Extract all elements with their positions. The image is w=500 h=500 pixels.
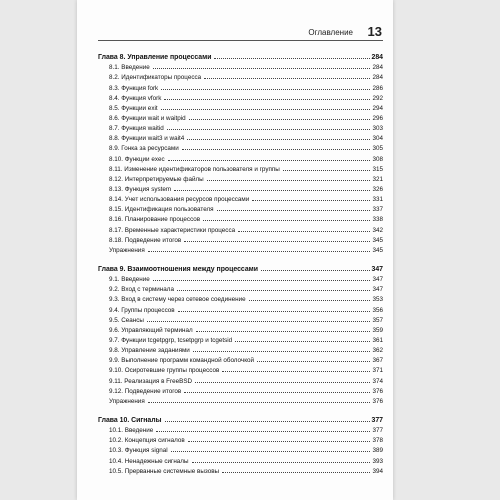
toc-entry-title: 10.5. Прерванные системные вызовы bbox=[109, 467, 220, 475]
toc-entry-title: 9.11. Реализация в FreeBSD bbox=[109, 377, 193, 385]
dot-leader bbox=[153, 280, 371, 281]
toc-section-entry bbox=[98, 444, 383, 454]
toc-section-entry bbox=[98, 203, 383, 213]
toc-entry-title: Глава 9. Взаимоотношения между процессами bbox=[98, 266, 259, 274]
toc-section-entry bbox=[98, 193, 383, 203]
page-number: 13 bbox=[367, 24, 382, 39]
toc-section-entry bbox=[98, 223, 383, 233]
dot-leader bbox=[174, 190, 370, 191]
toc-section-entry bbox=[98, 112, 383, 122]
toc-entry-title: 9.8. Управление заданиями bbox=[109, 347, 190, 355]
toc-entry-page: 377 bbox=[371, 417, 383, 425]
dot-leader bbox=[249, 300, 371, 301]
toc-entry-title: 9.7. Функции tcgetpgrp, tcsetpgrp и tcgetsid bbox=[109, 337, 233, 345]
toc-entry-page: 389 bbox=[372, 447, 383, 455]
toc-entry-page: 394 bbox=[372, 467, 383, 475]
toc-section-entry bbox=[98, 92, 383, 102]
toc-entry-title: 8.9. Гонка за ресурсами bbox=[109, 145, 179, 153]
toc-section-entry bbox=[98, 465, 383, 475]
toc-section-entry bbox=[98, 324, 383, 334]
toc-entry-page: 347 bbox=[372, 286, 383, 294]
toc-entry-title: 8.10. Функции exec bbox=[109, 155, 165, 163]
toc-entry-page: 378 bbox=[372, 437, 383, 445]
toc-section-entry bbox=[98, 81, 383, 91]
toc-section-entry bbox=[98, 244, 383, 254]
toc-entry-page: 326 bbox=[372, 186, 383, 194]
toc-entry-page: 356 bbox=[372, 306, 383, 314]
toc-entry-title: 8.6. Функции wait и waitpid bbox=[109, 115, 186, 123]
toc-entry-title: 9.4. Группы процессов bbox=[109, 306, 175, 314]
toc-entry-page: 359 bbox=[372, 326, 383, 334]
dot-leader bbox=[148, 251, 371, 252]
toc-section-entry bbox=[98, 122, 383, 132]
dot-leader bbox=[177, 290, 371, 291]
dot-leader bbox=[196, 331, 371, 332]
dot-leader bbox=[167, 129, 371, 130]
toc-section-entry bbox=[98, 102, 383, 112]
toc-entry-title: 9.10. Осиротевшие группы процессов bbox=[109, 367, 220, 375]
toc-section-entry bbox=[98, 454, 383, 464]
running-head bbox=[77, 26, 383, 40]
dot-leader bbox=[283, 170, 371, 171]
toc-section-entry bbox=[98, 132, 383, 142]
toc-entry-title: 8.17. Временные характеристики процесса bbox=[109, 226, 236, 234]
toc-entry-page: 377 bbox=[372, 427, 383, 435]
toc-entry-page: 331 bbox=[372, 196, 383, 204]
toc-section-entry bbox=[98, 152, 383, 162]
toc-section-entry bbox=[98, 61, 383, 71]
toc-entry-page: 374 bbox=[372, 377, 383, 385]
dot-leader bbox=[238, 231, 370, 232]
toc-section-entry bbox=[98, 354, 383, 364]
toc-section-entry bbox=[98, 173, 383, 183]
toc-entry-page: 347 bbox=[371, 266, 383, 274]
toc-entry-title: 8.13. Функция system bbox=[109, 186, 172, 194]
toc-entry-page: 305 bbox=[372, 145, 383, 153]
toc-entry-title: 8.4. Функция vfork bbox=[109, 94, 162, 102]
toc-entry-title: 9.12. Подведение итогов bbox=[109, 387, 182, 395]
toc-entry-title: 8.15. Идентификация пользователя bbox=[109, 206, 214, 214]
toc-entry-page: 362 bbox=[372, 347, 383, 355]
toc-entry-page: 292 bbox=[372, 94, 383, 102]
toc-entry-page: 371 bbox=[372, 367, 383, 375]
dot-leader bbox=[252, 200, 370, 201]
toc-section-entry bbox=[98, 385, 383, 395]
toc-entry-title: 10.4. Ненадежные сигналы bbox=[109, 457, 189, 465]
dot-leader bbox=[222, 472, 370, 473]
dot-leader bbox=[203, 220, 370, 221]
toc-entry-page: 376 bbox=[372, 397, 383, 405]
header-rule bbox=[98, 40, 383, 41]
toc-entry-page: 347 bbox=[372, 276, 383, 284]
toc-entry-title: 10.3. Функция signal bbox=[109, 447, 168, 455]
toc-section-entry bbox=[98, 71, 383, 81]
dot-leader bbox=[189, 119, 371, 120]
dot-leader bbox=[182, 149, 371, 150]
dot-leader bbox=[188, 441, 371, 442]
dot-leader bbox=[164, 99, 370, 100]
toc-entry-page: 376 bbox=[372, 387, 383, 395]
toc-section-entry bbox=[98, 434, 383, 444]
toc-section-entry bbox=[98, 183, 383, 193]
toc-section-entry bbox=[98, 374, 383, 384]
toc-section-entry bbox=[98, 283, 383, 293]
dot-leader bbox=[207, 180, 371, 181]
toc-entry-title: Глава 8. Управление процессами bbox=[98, 54, 212, 62]
toc-entry-title: 8.8. Функции wait3 и wait4 bbox=[109, 135, 185, 143]
dot-leader bbox=[171, 451, 371, 452]
toc-entry-page: 393 bbox=[372, 457, 383, 465]
table-of-contents bbox=[98, 50, 383, 475]
toc-entry-title: 9.5. Сеансы bbox=[109, 316, 144, 324]
toc-entry-title: 10.1. Введение bbox=[109, 427, 154, 435]
toc-entry-title: 8.2. Идентификаторы процесса bbox=[109, 74, 202, 82]
dot-leader bbox=[235, 341, 370, 342]
toc-section-entry bbox=[98, 344, 383, 354]
dot-leader bbox=[214, 58, 369, 59]
toc-entry-page: 321 bbox=[372, 175, 383, 183]
toc-entry-page: 303 bbox=[372, 125, 383, 133]
toc-entry-title: Упражнения bbox=[109, 246, 145, 254]
dot-leader bbox=[148, 402, 371, 403]
toc-entry-title: 9.2. Вход с терминала bbox=[109, 286, 174, 294]
dot-leader bbox=[195, 382, 370, 383]
toc-entry-page: 284 bbox=[372, 64, 383, 72]
toc-section-entry bbox=[98, 303, 383, 313]
toc-section-entry bbox=[98, 234, 383, 244]
toc-entry-title: 9.6. Управляющий терминал bbox=[109, 326, 193, 334]
running-head-label: Оглавление bbox=[308, 28, 353, 37]
toc-entry-page: 308 bbox=[372, 155, 383, 163]
dot-leader bbox=[156, 431, 370, 432]
dot-leader bbox=[222, 371, 370, 372]
toc-section-entry bbox=[98, 424, 383, 434]
toc-entry-page: 338 bbox=[372, 216, 383, 224]
toc-entry-page: 294 bbox=[372, 104, 383, 112]
toc-entry-page: 353 bbox=[372, 296, 383, 304]
toc-entry-title: 10.2. Концепция сигналов bbox=[109, 437, 185, 445]
dot-leader bbox=[192, 462, 371, 463]
toc-entry-title: 8.3. Функция fork bbox=[109, 84, 159, 92]
dot-leader bbox=[178, 311, 371, 312]
dot-leader bbox=[261, 270, 369, 271]
toc-section-entry bbox=[98, 364, 383, 374]
toc-entry-page: 284 bbox=[372, 74, 383, 82]
toc-section-entry bbox=[98, 314, 383, 324]
toc-entry-page: 284 bbox=[371, 54, 383, 62]
toc-section-entry bbox=[98, 163, 383, 173]
toc-entry-page: 315 bbox=[372, 165, 383, 173]
toc-entry-title: 9.3. Вход в систему через сетевое соединение bbox=[109, 296, 246, 304]
toc-entry-page: 345 bbox=[372, 246, 383, 254]
dot-leader bbox=[147, 321, 371, 322]
dot-leader bbox=[168, 160, 371, 161]
toc-entry-page: 286 bbox=[372, 84, 383, 92]
toc-entry-page: 342 bbox=[372, 226, 383, 234]
dot-leader bbox=[184, 241, 370, 242]
dot-leader bbox=[204, 78, 370, 79]
toc-chapter-entry bbox=[98, 413, 383, 424]
toc-section-entry bbox=[98, 395, 383, 405]
toc-entry-page: 296 bbox=[372, 115, 383, 123]
toc-chapter-entry bbox=[98, 262, 383, 273]
toc-section-entry bbox=[98, 273, 383, 283]
toc-chapter-entry bbox=[98, 50, 383, 61]
dot-leader bbox=[161, 109, 371, 110]
toc-entry-title: 8.11. Изменение идентификаторов пользователя и группы bbox=[109, 165, 280, 173]
toc-entry-title: 8.18. Подведение итогов bbox=[109, 236, 182, 244]
toc-section-entry bbox=[98, 334, 383, 344]
toc-entry-title: 8.1. Введение bbox=[109, 64, 150, 72]
dot-leader bbox=[257, 361, 370, 362]
dot-leader bbox=[184, 392, 370, 393]
toc-entry-title: Глава 10. Сигналы bbox=[98, 417, 162, 425]
toc-entry-page: 367 bbox=[372, 357, 383, 365]
book-page bbox=[77, 0, 393, 500]
toc-section-entry bbox=[98, 142, 383, 152]
toc-section-entry bbox=[98, 213, 383, 223]
toc-entry-title: 9.9. Выполнение программ командной оболочкой bbox=[109, 357, 255, 365]
toc-entry-page: 361 bbox=[372, 337, 383, 345]
toc-entry-page: 304 bbox=[372, 135, 383, 143]
dot-leader bbox=[165, 421, 370, 422]
dot-leader bbox=[187, 139, 370, 140]
toc-entry-title: 8.12. Интерпретируемые файлы bbox=[109, 175, 204, 183]
toc-section-entry bbox=[98, 293, 383, 303]
toc-entry-page: 337 bbox=[372, 206, 383, 214]
dot-leader bbox=[161, 89, 370, 90]
dot-leader bbox=[193, 351, 371, 352]
toc-entry-title: Упражнения bbox=[109, 397, 145, 405]
toc-entry-title: 8.5. Функции exit bbox=[109, 104, 158, 112]
toc-entry-title: 9.1. Введение bbox=[109, 276, 150, 284]
toc-entry-page: 357 bbox=[372, 316, 383, 324]
dot-leader bbox=[217, 210, 371, 211]
toc-entry-page: 345 bbox=[372, 236, 383, 244]
toc-entry-title: 8.14. Учет использования ресурсов процессами bbox=[109, 196, 250, 204]
dot-leader bbox=[153, 68, 371, 69]
toc-entry-title: 8.16. Планирование процессов bbox=[109, 216, 201, 224]
toc-entry-title: 8.7. Функция waitid bbox=[109, 125, 164, 133]
